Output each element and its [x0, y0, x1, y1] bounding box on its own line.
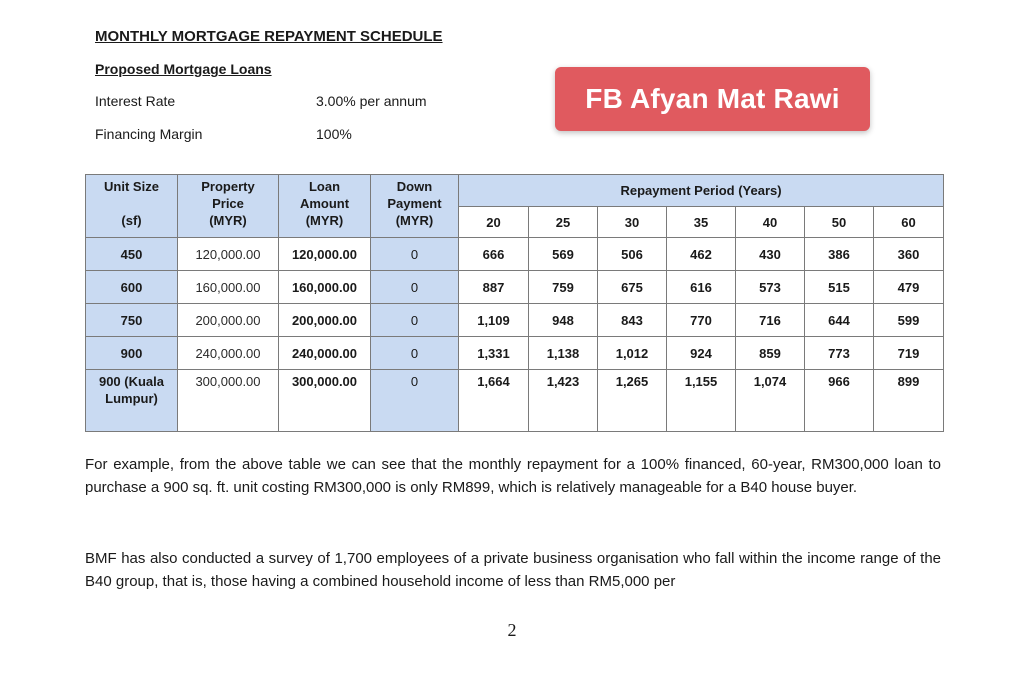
repayment-cell: 899	[874, 370, 944, 432]
header-repayment-period: Repayment Period (Years)	[459, 175, 944, 207]
header-year: 50	[805, 207, 874, 238]
repayment-cell: 773	[805, 337, 874, 370]
repayment-cell: 1,265	[598, 370, 667, 432]
document-title: MONTHLY MORTGAGE REPAYMENT SCHEDULE	[95, 28, 443, 45]
header-unit-size-line2: (sf)	[121, 213, 142, 228]
repayment-cell: 948	[529, 304, 598, 337]
repayment-cell: 966	[805, 370, 874, 432]
repayment-cell: 719	[874, 337, 944, 370]
header-year: 35	[667, 207, 736, 238]
header-down-payment: Down Payment (MYR)	[371, 175, 459, 238]
header-unit-size-line1: Unit Size	[104, 179, 159, 194]
watermark-banner: FB Afyan Mat Rawi	[555, 67, 870, 131]
loan-amount-cell: 200,000.00	[279, 304, 371, 337]
repayment-cell: 675	[598, 271, 667, 304]
table-row	[86, 271, 944, 304]
property-price-cell: 300,000.00	[178, 370, 279, 432]
repayment-cell: 924	[667, 337, 736, 370]
repayment-cell: 462	[667, 238, 736, 271]
down-payment-cell: 0	[371, 238, 459, 271]
property-price-cell: 120,000.00	[178, 238, 279, 271]
repayment-cell: 515	[805, 271, 874, 304]
interest-rate-value: 3.00% per annum	[316, 93, 427, 109]
section-subtitle: Proposed Mortgage Loans	[95, 61, 272, 77]
header-loan-amount: Loan Amount (MYR)	[279, 175, 371, 238]
repayment-cell: 1,331	[459, 337, 529, 370]
header-year: 25	[529, 207, 598, 238]
repayment-table	[85, 174, 944, 432]
repayment-cell: 666	[459, 238, 529, 271]
header-year: 20	[459, 207, 529, 238]
repayment-cell: 386	[805, 238, 874, 271]
repayment-cell: 1,074	[736, 370, 805, 432]
unit-size-cell: 750	[86, 304, 178, 337]
repayment-cell: 616	[667, 271, 736, 304]
repayment-cell: 770	[667, 304, 736, 337]
repayment-cell: 843	[598, 304, 667, 337]
financing-margin-value: 100%	[316, 126, 352, 142]
repayment-cell: 644	[805, 304, 874, 337]
repayment-cell: 1,138	[529, 337, 598, 370]
repayment-cell: 569	[529, 238, 598, 271]
header-property-price: Property Price (MYR)	[178, 175, 279, 238]
page-number: 2	[507, 620, 517, 640]
table-row	[86, 337, 944, 370]
repayment-cell: 859	[736, 337, 805, 370]
property-price-cell: 200,000.00	[178, 304, 279, 337]
example-paragraph: For example, from the above table we can see that the monthly repayment for a 100% financed, 60-year, RM300,000 loan to purchase a 900 sq. ft. unit costing RM300,000 is only RM899, which is relatively manageable for a B40 house buyer.	[85, 456, 941, 496]
down-payment-cell: 0	[371, 370, 459, 432]
repayment-cell: 1,664	[459, 370, 529, 432]
property-price-cell: 160,000.00	[178, 271, 279, 304]
header-unit-size	[86, 175, 178, 238]
down-payment-cell: 0	[371, 304, 459, 337]
header-year: 60	[874, 207, 944, 238]
loan-amount-cell: 160,000.00	[279, 271, 371, 304]
repayment-cell: 360	[874, 238, 944, 271]
table-row	[86, 304, 944, 337]
unit-size-cell: 450	[86, 238, 178, 271]
interest-rate-label: Interest Rate	[95, 93, 176, 109]
repayment-cell: 887	[459, 271, 529, 304]
header-year: 30	[598, 207, 667, 238]
repayment-cell: 1,155	[667, 370, 736, 432]
loan-amount-cell: 300,000.00	[279, 370, 371, 432]
table-row	[86, 238, 944, 271]
repayment-cell: 1,012	[598, 337, 667, 370]
unit-size-cell: 600	[86, 271, 178, 304]
financing-margin-label: Financing Margin	[95, 126, 203, 142]
header-year: 40	[736, 207, 805, 238]
repayment-cell: 1,423	[529, 370, 598, 432]
repayment-cell: 430	[736, 238, 805, 271]
table-row	[86, 370, 944, 432]
repayment-cell: 716	[736, 304, 805, 337]
repayment-cell: 1,109	[459, 304, 529, 337]
down-payment-cell: 0	[371, 271, 459, 304]
down-payment-cell: 0	[371, 337, 459, 370]
repayment-cell: 479	[874, 271, 944, 304]
loan-amount-cell: 120,000.00	[279, 238, 371, 271]
repayment-cell: 506	[598, 238, 667, 271]
unit-size-cell: 900 (Kuala Lumpur)	[86, 370, 178, 432]
survey-paragraph: BMF has also conducted a survey of 1,700 employees of a private business organisation who fall within the income range of the B40 group, that is, those having a combined household income of less than RM5,000 per	[85, 550, 941, 590]
repayment-cell: 759	[529, 271, 598, 304]
repayment-cell: 599	[874, 304, 944, 337]
unit-size-cell: 900	[86, 337, 178, 370]
property-price-cell: 240,000.00	[178, 337, 279, 370]
loan-amount-cell: 240,000.00	[279, 337, 371, 370]
repayment-cell: 573	[736, 271, 805, 304]
